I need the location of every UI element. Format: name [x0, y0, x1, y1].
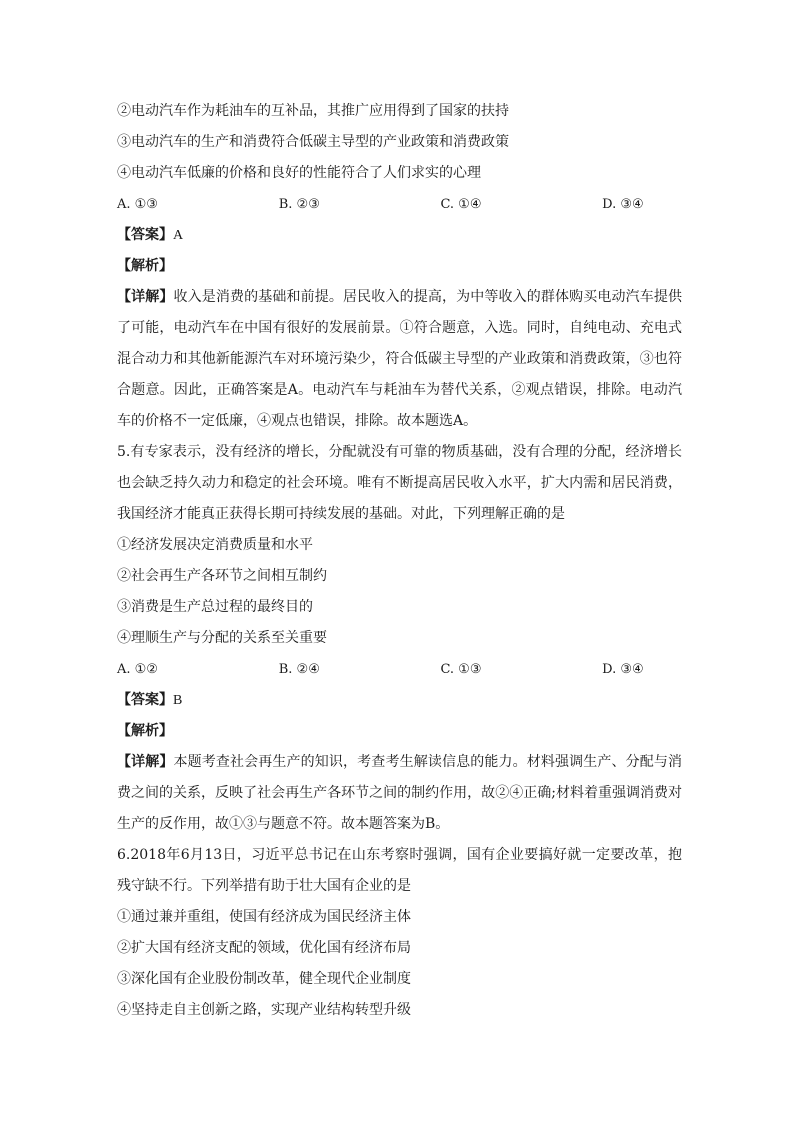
q4-options — [117, 189, 682, 220]
q4-item-3: ③电动汽车的生产和消费符合低碳主导型的产业政策和消费政策 — [117, 134, 509, 150]
q5-option-b: B. ②④ — [278, 662, 320, 677]
answer-tag: 【答案】 — [117, 227, 173, 243]
detail-tag: 【详解】 — [117, 289, 174, 305]
analysis-tag: 【解析】 — [117, 723, 173, 739]
q5-option-d: D. ③④ — [602, 662, 644, 677]
q5-item-3: ③消费是生产总过程的最终目的 — [117, 599, 313, 615]
q5-answer — [117, 685, 682, 716]
q5-item-1: ①经济发展决定消费质量和水平 — [117, 537, 313, 553]
analysis-tag: 【解析】 — [117, 258, 173, 274]
detail-text: 收入是消费的基础和前提。居民收入的提高，为中等收入的群体购买电动汽车提供了可能，电动汽车在中国有很好的发展前景。①符合题意，入选。同时，自纯电动、充电式混合动力和其他新能源汽车对环境污染少，符合低碳主导型的产业政策和消费政策，③也符合题意。因此，正确答案是A。电动汽车与耗油车为替代关系，②观点错误，排除。电动汽车的价格不一定低廉，④观点也错误，排除。故本题选A。 — [117, 289, 683, 429]
q6-stem: 6.2018年6月13日，习近平总书记在山东考察时强调，国有企业要搞好就一定要改革，抱残守缺不行。下列举措有助于壮大国有企业的是 — [117, 847, 682, 894]
q5-options — [117, 654, 682, 685]
q5-item-2: ②社会再生产各环节之间相互制约 — [117, 568, 327, 584]
q6-item-1: ①通过兼并重组，使国有经济成为国民经济主体 — [117, 909, 411, 925]
q4-option-c: C. ①④ — [440, 197, 482, 212]
q4-option-d: D. ③④ — [602, 197, 644, 212]
q5-analysis-heading — [117, 716, 682, 747]
q6-item-4: ④坚持走自主创新之路，实现产业结构转型升级 — [117, 1002, 411, 1018]
q5-option-a: A. ①② — [117, 662, 158, 677]
q4-analysis-heading — [117, 251, 682, 282]
answer-tag: 【答案】 — [117, 692, 173, 708]
answer-value: B — [173, 693, 183, 708]
q5-detail — [117, 747, 682, 840]
document-page — [117, 96, 682, 1026]
q6-item-3: ③深化国有企业股份制改革，健全现代企业制度 — [117, 971, 411, 987]
q4-item-4: ④电动汽车低廉的价格和良好的性能符合了人们求实的心理 — [117, 165, 481, 181]
q4-answer — [117, 220, 682, 251]
q5-stem: 5.有专家表示，没有经济的增长，分配就没有可靠的物质基础，没有合理的分配，经济增长也会缺乏持久动力和稳定的社会环境。唯有不断提高居民收入水平，扩大内需和居民消费，我国经济才能真正获得长期可持续发展的基础。对此，下列理解正确的是 — [117, 444, 682, 522]
q4-detail — [117, 282, 682, 437]
q4-option-a: A. ①③ — [117, 197, 158, 212]
q4-item-2: ②电动汽车作为耗油车的互补品，其推广应用得到了国家的扶持 — [117, 103, 509, 119]
detail-tag: 【详解】 — [117, 754, 174, 770]
q4-option-b: B. ②③ — [278, 197, 320, 212]
q6-item-2: ②扩大国有经济支配的领域，优化国有经济布局 — [117, 940, 411, 956]
q5-option-c: C. ①③ — [440, 662, 482, 677]
q5-item-4: ④理顺生产与分配的关系至关重要 — [117, 630, 327, 646]
detail-text: 本题考查社会再生产的知识，考查考生解读信息的能力。材料强调生产、分配与消费之间的关系，反映了社会再生产各环节之间的制约作用，故②④正确;材料着重强调消费对生产的反作用，故①③与题意不符。故本题答案为B。 — [117, 754, 683, 832]
answer-value: A — [173, 228, 184, 243]
